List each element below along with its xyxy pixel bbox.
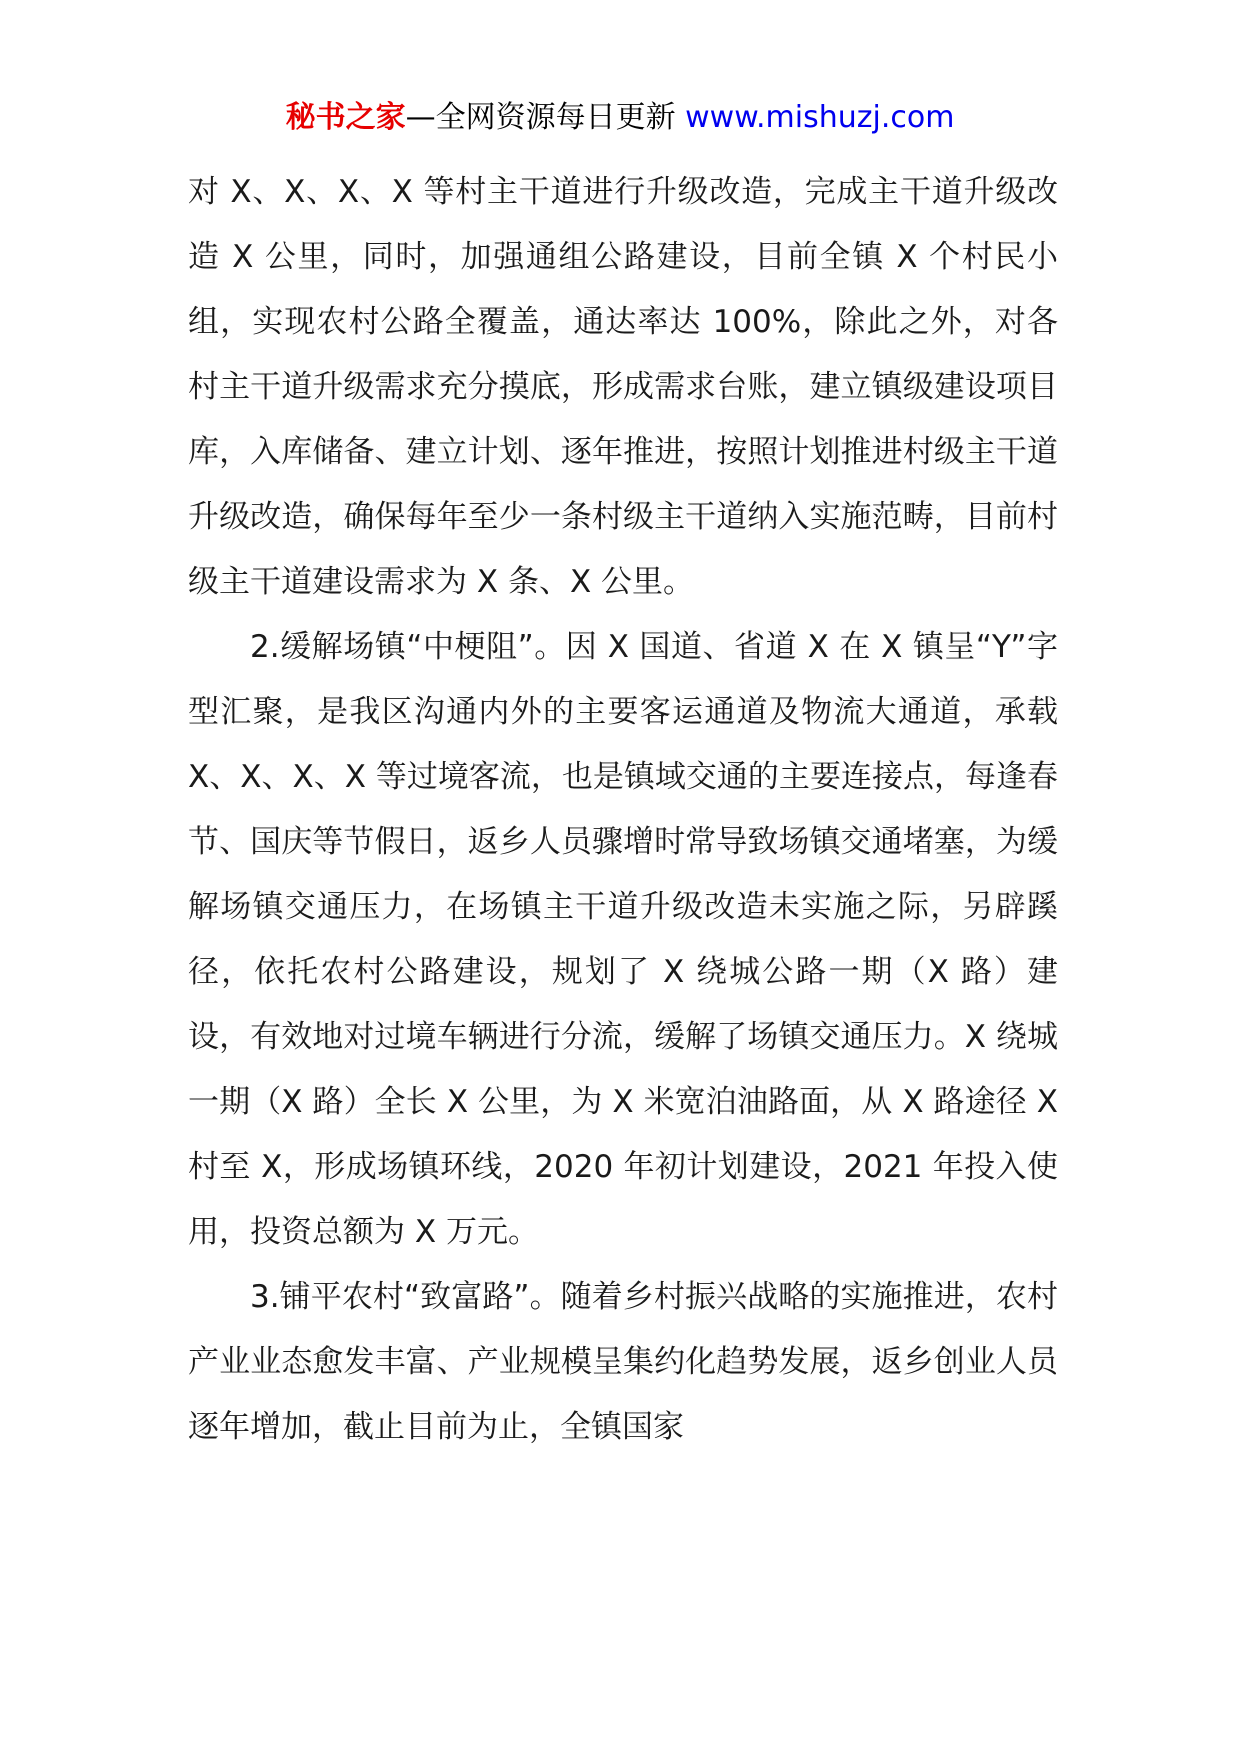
paragraph-section-2: 2.缓解场镇“中梗阻”。因 X 国道、省道 X 在 X 镇呈“Y”字型汇聚，是我区沟通内外的主要客运通道及物流大通道，承载 X、X、X、X 等过境客流，也是镇域交通的主要连接点，每逢春节、国庆等节假日，返乡人员骤增时常导致场镇交通堵塞，为缓解场镇交通压力，在场镇主干道升级改造未实施之际，另辟蹊径，依托农村公路建设，规划了 X 绕城公路一期（X 路）建设，有效地对过境车辆进行分流，缓解了场镇交通压力。X 绕城一期（X 路）全长 X 公里，为 X 米宽泊油路面，从 X 路途径 X 村至 X，形成场镇环线，2020 年初计划建设，2021 年投入使用，投资总额为 X 万元。 (188, 629, 1058, 1250)
paragraph-continuation: 对 X、X、X、X 等村主干道进行升级改造，完成主干道升级改造 X 公里，同时，加强通组公路建设，目前全镇 X 个村民小组，实现农村公路全覆盖，通达率达 100%，除此之外，对各村主干道升级需求充分摸底，形成需求台账，建立镇级建设项目库，入库储备、建立计划、逐年推进，按照计划推进村级主干道升级改造，确保每年至少一条村级主干道纳入实施范畴，目前村级主干道建设需求为 X 条、X 公里。 (188, 174, 1058, 600)
document-body (188, 160, 1058, 1460)
paragraph-section-3: 3.铺平农村“致富路”。随着乡村振兴战略的实施推进，农村产业业态愈发丰富、产业规模呈集约化趋势发展，返乡创业人员逐年增加，截止目前为止，全镇国家 (188, 1279, 1058, 1445)
brand-name: 秘书之家 (285, 100, 406, 135)
site-url-link[interactable]: www.mishuzj.com (685, 100, 955, 135)
site-header (0, 98, 1240, 138)
site-slogan: —全网资源每日更新 (405, 100, 676, 135)
